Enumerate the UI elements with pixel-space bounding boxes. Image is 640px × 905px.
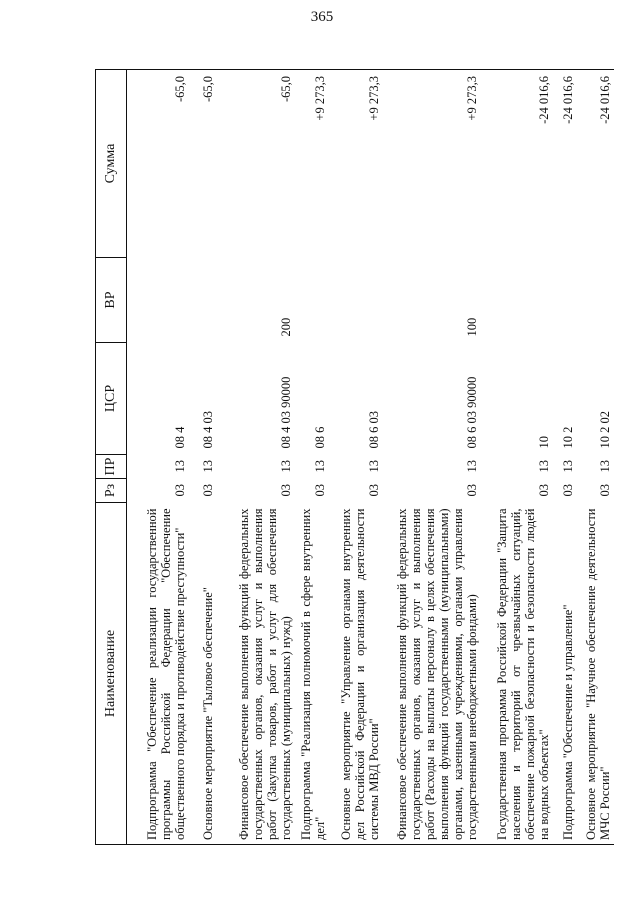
row-name: Финансовое обеспечение выполнения функций федеральных государственных органов, оказания услуг и выполнения работ (Расходы на выплаты персоналу в целях обеспечения выполнения функций государственными (муниципальными) органами, казенными учреждениями, органами управления государственными внебюджетными фондами) <box>383 503 481 845</box>
table-row <box>481 70 553 845</box>
row-name: Финансовое обеспечение выполнения функций федеральных государственных органов, оказания услуг и выполнения работ (Закупка товаров, работ и услуг для обеспечения государственных (муниципальных) нужд) <box>217 503 295 845</box>
row-pr: 13 <box>560 460 575 473</box>
table-row <box>189 70 217 845</box>
header-pr: ПР <box>96 455 127 479</box>
table-row <box>127 70 189 845</box>
row-sum: -65,0 <box>127 70 189 258</box>
row-name: Подпрограмма "Обеспечение и управление" <box>553 503 577 845</box>
row-vr <box>577 258 614 343</box>
page-number: 365 <box>310 9 334 25</box>
row-vr <box>189 258 217 343</box>
row-rz: 03 <box>536 484 551 497</box>
row-sum: +9 273,3 <box>383 70 481 258</box>
header-name: Наименование <box>96 503 127 845</box>
row-rz: 03 <box>560 484 575 497</box>
table-row <box>329 70 383 845</box>
header-vr: ВР <box>96 258 127 343</box>
row-pr: 13 <box>172 460 187 473</box>
row-csr: 08 4 03 <box>200 411 215 449</box>
row-rz: 03 <box>366 484 381 497</box>
row-csr: 10 2 <box>560 426 575 449</box>
row-rz: 03 <box>312 484 327 497</box>
row-csr: 10 2 02 <box>597 411 612 449</box>
row-name: Основное мероприятие "Тыловое обеспечение" <box>189 503 217 845</box>
row-rz: 03 <box>200 484 215 497</box>
row-name: Государственная программа Российской Федерации "Защита населения и территорий от чрезвычайных ситуаций, обеспечение пожарной безопасности и безопасности людей на водных объектах" <box>481 503 553 845</box>
row-pr: 13 <box>464 460 479 473</box>
table-row <box>295 70 329 845</box>
row-sum: -24 016,6 <box>481 70 553 258</box>
row-name: Подпрограмма "Обеспечение реализации государственной программы Российской Федерации "Обеспечение общественного порядка и противодействие преступности" <box>127 503 189 845</box>
row-sum: +9 273,3 <box>329 70 383 258</box>
row-csr: 08 6 03 <box>366 411 381 449</box>
budget-table <box>95 69 614 845</box>
row-rz: 03 <box>464 484 479 497</box>
row-csr: 08 6 <box>312 426 327 449</box>
row-csr: 08 6 03 90000 <box>464 376 479 449</box>
table-row <box>217 70 295 845</box>
row-rz: 03 <box>278 484 293 497</box>
row-pr: 13 <box>278 460 293 473</box>
table-row <box>383 70 481 845</box>
table-row <box>553 70 577 845</box>
row-csr: 10 <box>536 436 551 449</box>
header-sum: Сумма <box>96 70 127 258</box>
row-vr <box>329 258 383 343</box>
row-name: Основное мероприятие "Научное обеспечение деятельности МЧС России" <box>577 503 614 845</box>
table-row <box>577 70 614 845</box>
row-sum: -65,0 <box>217 70 295 258</box>
row-name: Подпрограмма "Реализация полномочий в сфере внутренних дел" <box>295 503 329 845</box>
row-rz: 03 <box>597 484 612 497</box>
row-vr <box>553 258 577 343</box>
row-sum: -65,0 <box>189 70 217 258</box>
header-csr: ЦСР <box>96 343 127 455</box>
row-vr <box>127 258 189 343</box>
row-vr <box>481 258 553 343</box>
row-sum: -24 016,6 <box>553 70 577 258</box>
row-csr: 08 4 03 90000 <box>278 376 293 449</box>
row-pr: 13 <box>536 460 551 473</box>
table-header-row <box>96 70 127 845</box>
row-pr: 13 <box>597 460 612 473</box>
row-name: Основное мероприятие "Управление органами внутренних дел Российской Федерации и организация деятельности системы МВД России" <box>329 503 383 845</box>
row-pr: 13 <box>312 460 327 473</box>
row-rz: 03 <box>172 484 187 497</box>
header-rz: Рз <box>96 479 127 503</box>
row-sum: +9 273,3 <box>295 70 329 258</box>
row-pr: 13 <box>200 460 215 473</box>
rotated-page-content <box>95 70 612 845</box>
row-vr <box>295 258 329 343</box>
row-sum: -24 016,6 <box>577 70 614 258</box>
row-csr: 08 4 <box>172 426 187 449</box>
row-vr: 200 <box>278 317 293 337</box>
row-pr: 13 <box>366 460 381 473</box>
row-vr: 100 <box>464 317 479 337</box>
